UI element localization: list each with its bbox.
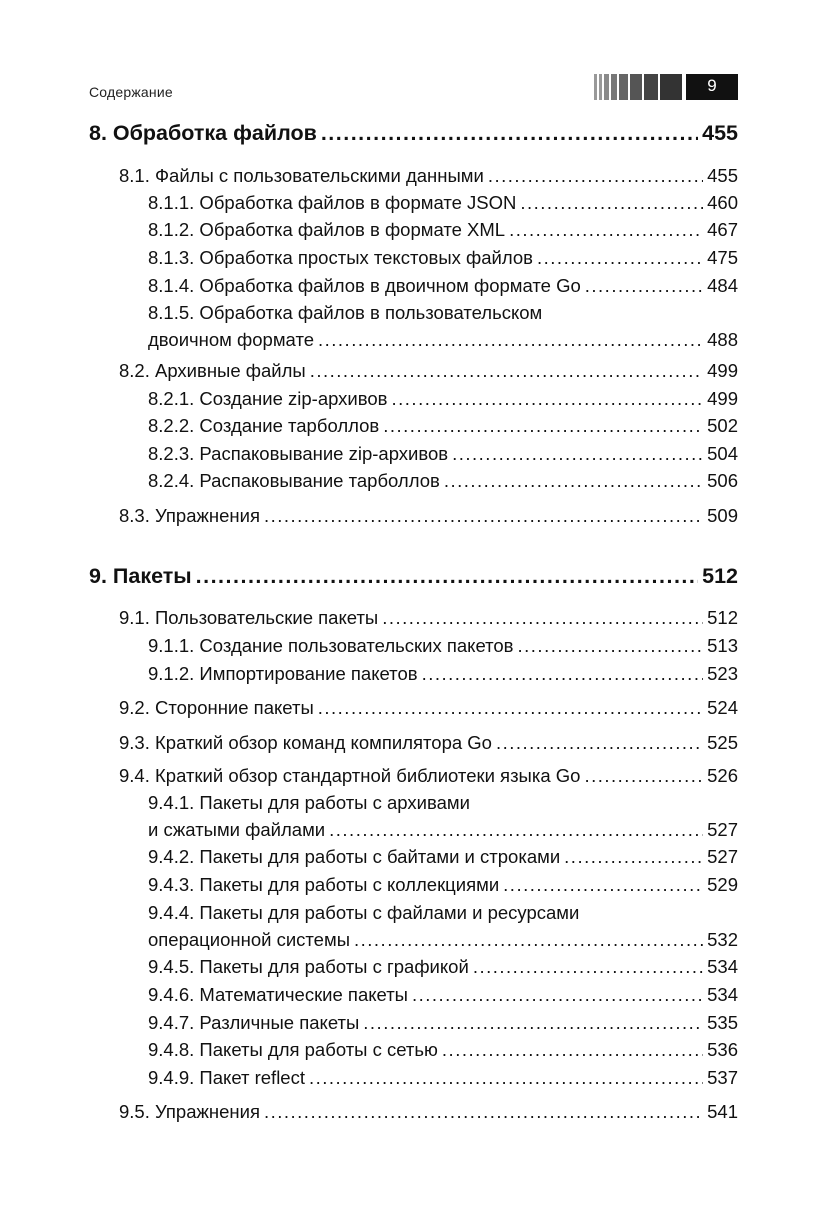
leader-dots xyxy=(392,388,704,410)
entry-page: 513 xyxy=(707,635,738,656)
entry-page: 527 xyxy=(707,846,738,867)
entry-page: 499 xyxy=(707,360,738,381)
toc-entry[interactable] xyxy=(148,1039,738,1061)
toc-entry[interactable] xyxy=(119,697,738,719)
entry-label: 8.2.1. Создание zip-архивов xyxy=(148,388,388,409)
entry-page: 523 xyxy=(707,663,738,684)
entry-label: 9.4.5. Пакеты для работы с графикой xyxy=(148,956,469,977)
entry-label: 9.4.2. Пакеты для работы с байтами и строками xyxy=(148,846,561,867)
entry-page: 460 xyxy=(707,192,738,213)
leader-dots xyxy=(422,663,704,685)
entry-label: 9.2. Сторонние пакеты xyxy=(119,697,314,718)
entry-label-line1: 9.4.1. Пакеты для работы с архивами xyxy=(148,792,470,813)
entry-label: 9.1. Пользовательские пакеты xyxy=(119,607,379,628)
page-number: 9 xyxy=(686,74,738,100)
entry-label: 8.2.2. Создание тарболлов xyxy=(148,415,380,436)
entry-page: 512 xyxy=(707,607,738,628)
toc-entry[interactable] xyxy=(148,329,738,351)
leader-dots xyxy=(520,192,703,214)
entry-page: 534 xyxy=(707,984,738,1005)
leader-dots xyxy=(564,846,703,868)
leader-dots xyxy=(363,1012,703,1034)
entry-label: 9.4.8. Пакеты для работы с сетью xyxy=(148,1039,438,1060)
leader-dots xyxy=(412,984,703,1006)
leader-dots xyxy=(318,329,703,351)
entry-label: 8.2.4. Распаковывание тарболлов xyxy=(148,470,440,491)
entry-page: 534 xyxy=(707,956,738,977)
leader-dots xyxy=(444,470,703,492)
leader-dots xyxy=(473,956,703,978)
entry-label: 8.1. Файлы с пользовательскими данными xyxy=(119,165,484,186)
entry-label: 9.5. Упражнения xyxy=(119,1101,260,1122)
toc-entry[interactable] xyxy=(148,247,738,269)
entry-label: 9.3. Краткий обзор команд компилятора Go xyxy=(119,732,492,753)
entry-page: 502 xyxy=(707,415,738,436)
leader-dots xyxy=(329,819,703,841)
toc-entry[interactable] xyxy=(119,765,738,787)
toc-entry[interactable] xyxy=(148,984,738,1006)
leader-dots xyxy=(354,929,703,951)
entry-label: операционной системы xyxy=(148,929,350,950)
toc-entry[interactable] xyxy=(148,635,738,657)
toc-entry[interactable] xyxy=(148,219,738,241)
chapter-title: 8. Обработка файлов xyxy=(89,121,317,145)
leader-dots xyxy=(488,165,703,187)
toc-entry[interactable] xyxy=(119,505,738,527)
toc-entry[interactable] xyxy=(148,1012,738,1034)
entry-label: 9.4.7. Различные пакеты xyxy=(148,1012,360,1033)
entry-label: 9.4.9. Пакет reflect xyxy=(148,1067,305,1088)
leader-dots xyxy=(264,1101,703,1123)
entry-page: 484 xyxy=(707,275,738,296)
entry-page: 527 xyxy=(707,819,738,840)
entry-page: 504 xyxy=(707,443,738,464)
header-decorative-bars xyxy=(594,74,684,100)
leader-dots xyxy=(318,697,703,719)
entry-page: 524 xyxy=(707,697,738,718)
leader-dots xyxy=(452,443,703,465)
toc-entry[interactable] xyxy=(148,443,738,465)
entry-page: 506 xyxy=(707,470,738,491)
leader-dots xyxy=(503,874,703,896)
toc-entry[interactable] xyxy=(148,415,738,437)
entry-label: 8.1.1. Обработка файлов в формате JSON xyxy=(148,192,517,213)
toc-entry[interactable] xyxy=(148,929,738,951)
toc-entry[interactable] xyxy=(148,1067,738,1089)
toc-chapter-8[interactable] xyxy=(89,121,738,146)
entry-label: двоичном формате xyxy=(148,329,314,350)
entry-label: 9.1.2. Импортирование пакетов xyxy=(148,663,418,684)
leader-dots xyxy=(442,1039,703,1061)
leader-dots xyxy=(584,765,703,787)
entry-page: 526 xyxy=(707,765,738,786)
leader-dots xyxy=(537,247,703,269)
entry-label: 8.2. Архивные файлы xyxy=(119,360,306,381)
toc-entry[interactable] xyxy=(148,192,738,214)
toc-entry[interactable] xyxy=(119,607,738,629)
leader-dots xyxy=(382,607,703,629)
entry-page: 529 xyxy=(707,874,738,895)
entry-page: 535 xyxy=(707,1012,738,1033)
leader-dots xyxy=(196,564,698,589)
entry-label: и сжатыми файлами xyxy=(148,819,326,840)
entry-page: 499 xyxy=(707,388,738,409)
entry-label: 9.4.6. Математические пакеты xyxy=(148,984,408,1005)
chapter-page: 512 xyxy=(702,564,738,588)
leader-dots xyxy=(264,505,703,527)
toc-entry[interactable] xyxy=(148,388,738,410)
leader-dots xyxy=(518,635,704,657)
leader-dots xyxy=(496,732,703,754)
entry-page: 525 xyxy=(707,732,738,753)
toc-entry[interactable] xyxy=(119,165,738,187)
toc-entry[interactable] xyxy=(119,732,738,754)
entry-label: 8.1.2. Обработка файлов в формате XML xyxy=(148,219,506,240)
entry-page: 541 xyxy=(707,1101,738,1122)
entry-page: 536 xyxy=(707,1039,738,1060)
toc-entry[interactable] xyxy=(148,470,738,492)
toc-entry[interactable] xyxy=(148,819,738,841)
entry-label-line1: 9.4.4. Пакеты для работы с файлами и ресурсами xyxy=(148,902,580,923)
leader-dots xyxy=(310,360,703,382)
toc-entry[interactable] xyxy=(148,663,738,685)
entry-page: 509 xyxy=(707,505,738,526)
entry-page: 467 xyxy=(707,219,738,240)
entry-page: 475 xyxy=(707,247,738,268)
toc-entry[interactable] xyxy=(148,846,738,868)
entry-page: 488 xyxy=(707,329,738,350)
leader-dots xyxy=(321,121,698,146)
entry-page: 537 xyxy=(707,1067,738,1088)
entry-label: 8.1.3. Обработка простых текстовых файлов xyxy=(148,247,534,268)
toc-entry[interactable] xyxy=(148,956,738,978)
leader-dots xyxy=(383,415,703,437)
running-header-title: Содержание xyxy=(89,84,173,100)
entry-label-line1: 8.1.5. Обработка файлов в пользовательском xyxy=(148,302,543,323)
entry-label: 9.4. Краткий обзор стандартной библиотеки языка Go xyxy=(119,765,581,786)
chapter-title: 9. Пакеты xyxy=(89,564,192,588)
toc-entry[interactable] xyxy=(119,1101,738,1123)
entry-page: 532 xyxy=(707,929,738,950)
entry-page: 455 xyxy=(707,165,738,186)
entry-label: 9.1.1. Создание пользовательских пакетов xyxy=(148,635,514,656)
chapter-page: 455 xyxy=(702,121,738,145)
toc-chapter-9[interactable] xyxy=(89,564,738,589)
entry-label: 8.1.4. Обработка файлов в двоичном формате Go xyxy=(148,275,581,296)
leader-dots xyxy=(309,1067,703,1089)
entry-label: 8.3. Упражнения xyxy=(119,505,260,526)
toc-entry[interactable] xyxy=(119,360,738,382)
toc-entry[interactable] xyxy=(148,275,738,297)
entry-label: 8.2.3. Распаковывание zip-архивов xyxy=(148,443,449,464)
entry-label: 9.4.3. Пакеты для работы с коллекциями xyxy=(148,874,500,895)
leader-dots xyxy=(509,219,703,241)
toc-entry[interactable] xyxy=(148,874,738,896)
leader-dots xyxy=(585,275,703,297)
